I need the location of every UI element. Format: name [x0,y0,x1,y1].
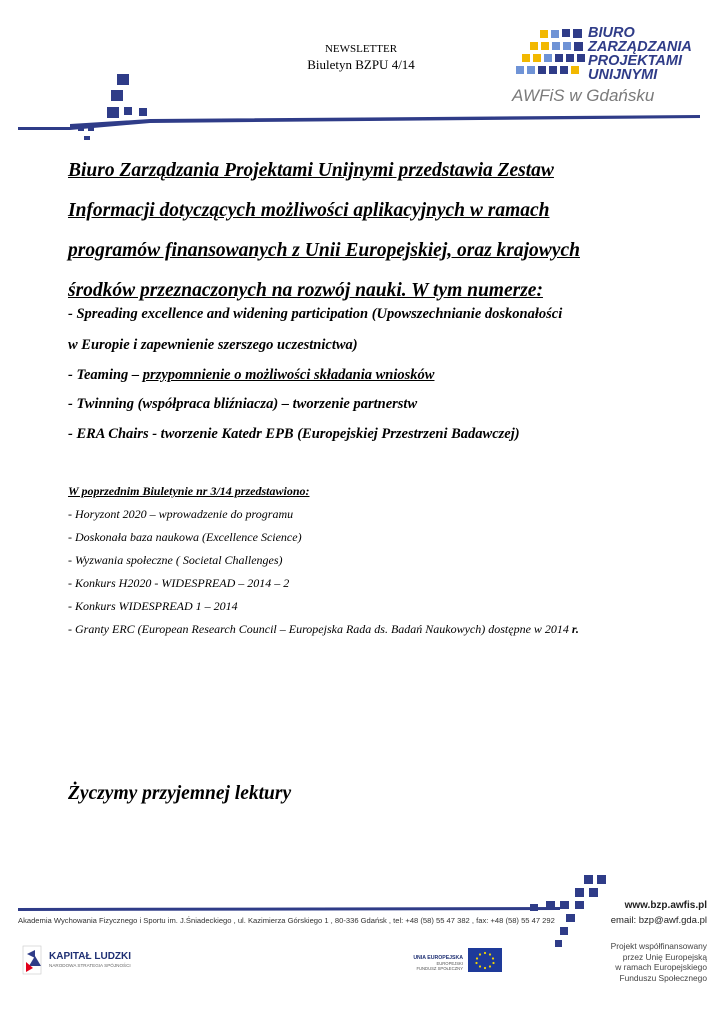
header-divider-line [18,115,700,130]
bzpu-logo-text [588,26,692,82]
previous-item: - Wyzwania społeczne ( Societal Challenges) [68,553,283,567]
closing-wishes: Życzymy przyjemnej lektury [68,783,292,804]
previous-item-text: - Granty ERC (European Research Council – Europejska Rada ds. Badań Naukowych) dostępne w 2014 [68,622,572,636]
footer-divider-line [18,907,560,911]
newsletter-label: NEWSLETTER [324,43,398,55]
intro-line: środków przeznaczonych na rozwój nauki. W tym numerze: [68,280,543,301]
topic-twinning: - Twinning (współpraca bliźniacza) – tworzenie partnerstw [68,396,418,412]
kapital-ludzki-logo [49,951,131,968]
previous-item: - Konkurs WIDESPREAD 1 – 2014 [68,599,238,613]
kapital-ludzki-subtitle: NARODOWA STRATEGIA SPÓJNOŚCI [49,963,131,968]
eu-subtitle [407,961,463,972]
logo-subtitle: AWFiS w Gdańsku [512,86,655,105]
intro-line: programów finansowanych z Unii Europejskiej, oraz krajowych [68,240,580,261]
cofinancing-line: Funduszu Społecznego [619,972,707,983]
topic-spreading-line1: - Spreading excellence and widening participation (Upowszechnianie doskonałości [68,306,563,322]
cofinancing-line: w ramach Europejskiego [615,962,707,972]
bulletin-number: Biuletyn BZPU 4/14 [307,57,415,72]
eu-title: UNIA EUROPEJSKA [413,955,463,961]
kapital-ludzki-mark [23,946,41,974]
logo-line: UNIJNYMI [588,67,658,83]
header-squares-left [78,74,147,140]
footer-address: Akademia Wychowania Fizycznego i Sportu im. J.Śniadeckiego , ul. Kazimierza Górskiego 1 , 80-336 Gdańsk , tel: +48 (58) 55 47 382 , fax: +48 (58) 55 47 292 [18,916,555,925]
cofinancing-line: Projekt współfinansowany [610,941,707,951]
topic-teaming [68,367,434,384]
previous-item: - Horyzont 2020 – wprowadzenie do programu [68,507,294,521]
intro-line: Biuro Zarządzania Projektami Unijnymi przedstawia Zestaw [68,160,554,181]
kapital-ludzki-title: KAPITAŁ LUDZKI [49,951,132,962]
previous-item: - Konkurs H2020 - WIDESPREAD – 2014 – 2 [68,576,290,590]
topic-spreading-line2: w Europie i zapewnienie szerszego uczestnictwa) [68,337,358,353]
previous-item [68,622,579,637]
intro-heading [68,151,668,311]
topic-era-chairs: - ERA Chairs - tworzenie Katedr EPB (Europejskiej Przestrzeni Badawczej) [68,426,520,442]
logo-squares [516,29,585,74]
footer-website-link[interactable]: www.bzp.awfis.pl [624,900,707,911]
eu-flag [468,948,502,972]
logo-line: BIURO [588,25,635,41]
intro-line: Informacji dotyczących możliwości aplikacyjnych w ramach [68,200,550,221]
eu-subtitle-line: FUNDUSZ SPOŁECZNY [416,966,463,972]
previous-item-suffix: r. [571,622,579,636]
eu-logo-text [407,955,463,972]
footer-email-link[interactable]: email: bzp@awf.gda.pl [610,915,707,926]
eu-subtitle-line: EUROPEJSKI [436,961,463,966]
logo-line: PROJEKTAMI [588,53,682,69]
footer-squares [530,875,606,947]
topic-teaming-reminder: przypomnienie o możliwości składania wniosków [142,367,435,383]
footer-cofinancing-note [587,941,707,983]
logo-line: ZARZĄDZANIA [588,39,692,55]
previous-item: - Doskonała baza naukowa (Excellence Science) [68,530,302,544]
previous-bulletin-heading: W poprzednim Biuletynie nr 3/14 przedstawiono: [68,484,310,498]
cofinancing-line: przez Unię Europejską [622,951,707,962]
topic-teaming-prefix: - Teaming – [68,367,143,383]
